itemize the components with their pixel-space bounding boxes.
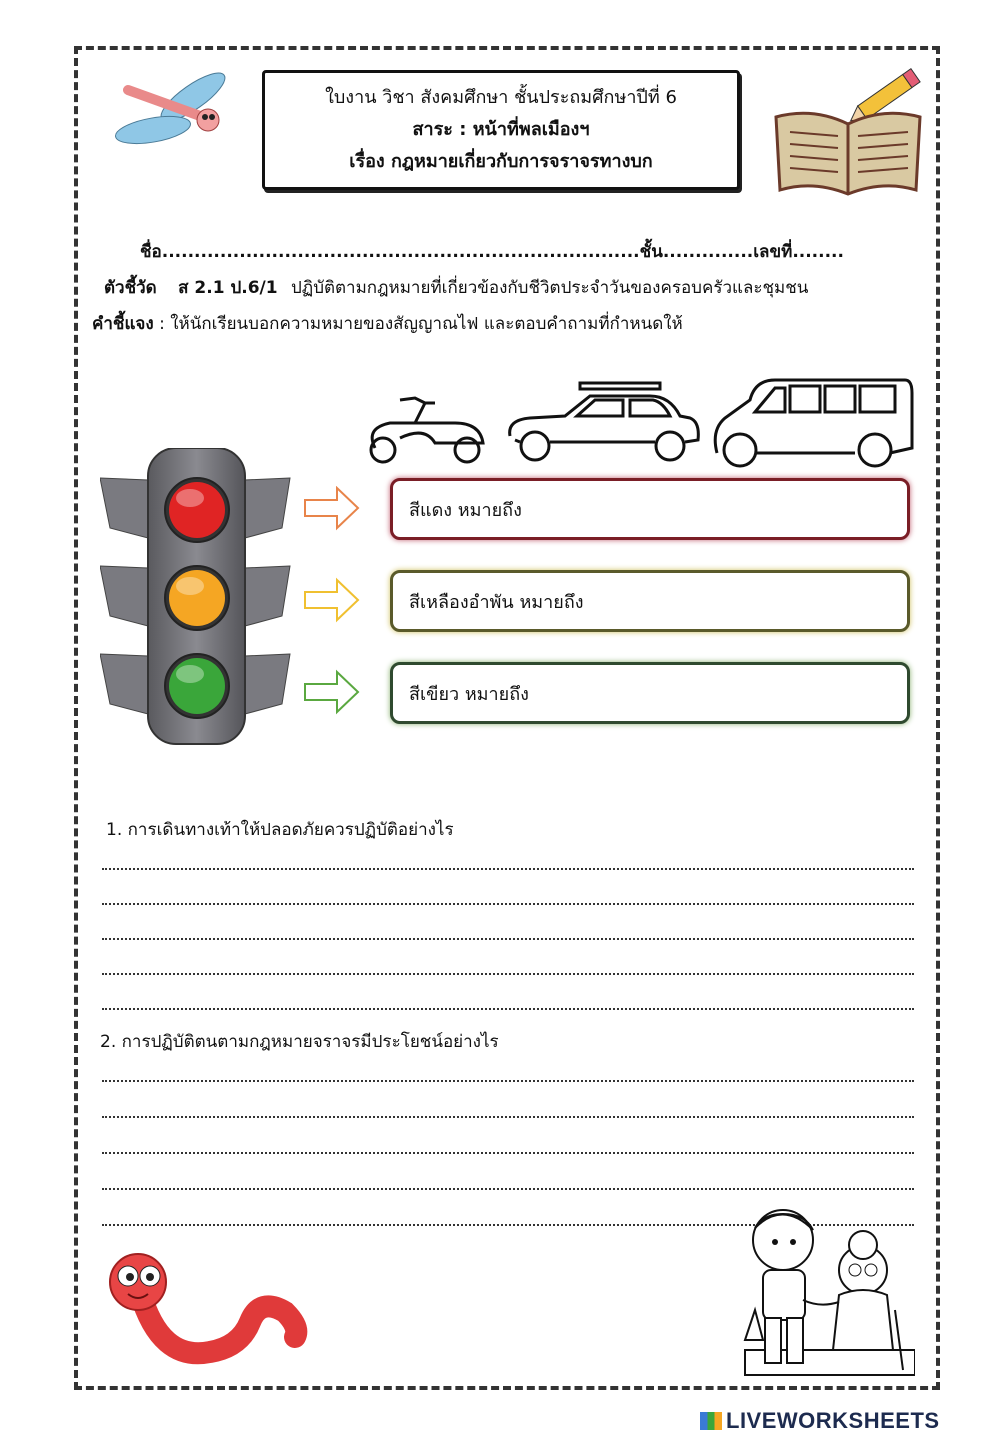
green-answer-label: สีเขียว หมายถึง [409, 683, 529, 705]
worm-illustration [100, 1252, 310, 1377]
liveworksheets-logo [700, 1408, 940, 1434]
answer-line[interactable] [102, 1188, 914, 1190]
traffic-light-illustration [100, 448, 295, 746]
boy-grandma-illustration [735, 1200, 915, 1380]
question-2: 2. การปฏิบัติตนตามกฎหมายจราจรมีประโยชน์อย่างไร [100, 1032, 499, 1052]
number-label: เลขที่ [753, 242, 793, 262]
indicator-line [104, 274, 808, 301]
title-line-1: ใบงาน วิชา สังคมศึกษา ชั้นประถมศึกษาปีที่ 6 [325, 87, 677, 108]
book-pencil-illustration [768, 62, 928, 202]
arrow-right-icon [305, 672, 358, 712]
liveworksheets-icon [700, 1412, 722, 1430]
answer-line[interactable] [102, 973, 914, 975]
vehicles-illustration [355, 378, 915, 470]
title-box [262, 70, 740, 190]
scooter-illustration [371, 398, 483, 462]
answer-line[interactable] [102, 1008, 914, 1010]
name-label: ชื่อ [140, 242, 162, 262]
yellow-answer-box[interactable] [390, 570, 910, 632]
answer-line[interactable] [102, 1152, 914, 1154]
red-answer-box[interactable] [390, 478, 910, 540]
number-field[interactable]: ........ [792, 242, 844, 262]
green-answer-box[interactable] [390, 662, 910, 724]
arrow-right-icon [305, 488, 358, 528]
indicator-code: ส 2.1 ป.6/1 [178, 278, 278, 298]
answer-line[interactable] [102, 938, 914, 940]
title-line-2: สาระ : หน้าที่พลเมืองฯ [412, 119, 590, 140]
instruction-label: คำชี้แจง [92, 314, 154, 334]
dragonfly-illustration [108, 72, 233, 152]
indicator-label: ตัวชี้วัด [104, 278, 157, 298]
van-illustration [715, 380, 912, 466]
red-answer-label: สีแดง หมายถึง [409, 499, 522, 521]
answer-line[interactable] [102, 868, 914, 870]
indicator-text: ปฏิบัติตามกฎหมายที่เกี่ยวข้องกับชีวิตประจำวันของครอบครัวและชุมชน [290, 278, 809, 298]
answer-line[interactable] [102, 1116, 914, 1118]
yellow-answer-label: สีเหลืองอำพัน หมายถึง [409, 591, 584, 613]
instruction-text: : ให้นักเรียนบอกความหมายของสัญญาณไฟ และตอบคำถามที่กำหนดให้ [153, 314, 683, 334]
instruction-line [92, 310, 683, 337]
car-illustration [510, 383, 699, 460]
class-field[interactable]: .............. [662, 242, 754, 262]
title-line-3: เรื่อง กฎหมายเกี่ยวกับการจราจรทางบก [349, 151, 653, 172]
answer-line[interactable] [102, 903, 914, 905]
arrow-right-icon [305, 580, 358, 620]
brand-text: LIVEWORKSHEETS [726, 1408, 940, 1433]
answer-line[interactable] [102, 1080, 914, 1082]
class-label: ชั้น [639, 242, 663, 262]
name-field[interactable]: .......................................................................... [161, 242, 640, 262]
arrows [303, 486, 363, 726]
student-info-line [140, 238, 844, 265]
question-1: 1. การเดินทางเท้าให้ปลอดภัยควรปฏิบัติอย่างไร [106, 820, 454, 840]
